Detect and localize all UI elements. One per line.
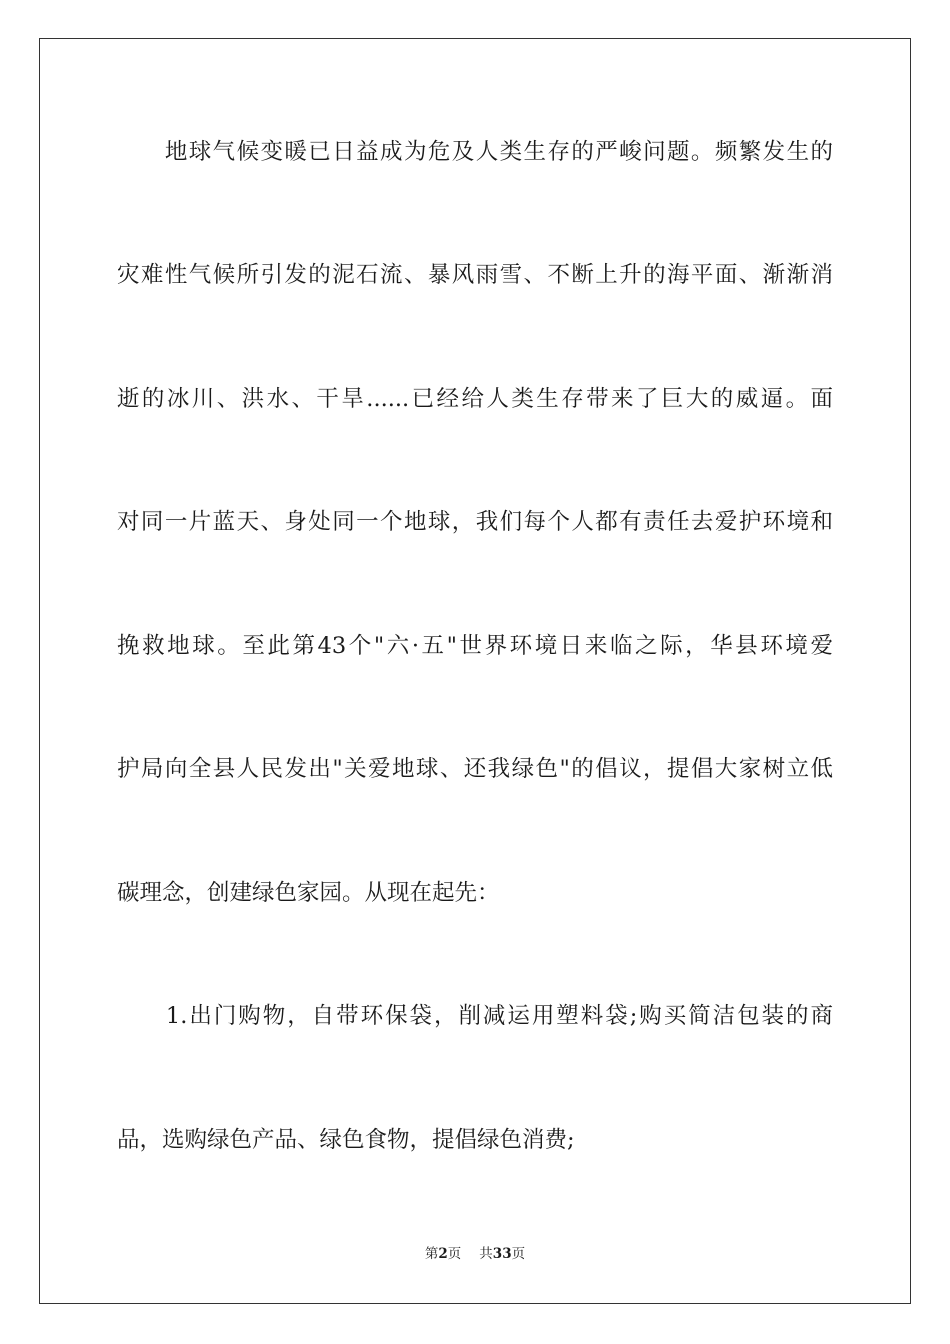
paragraph-line: 地球气候变暖已日益成为危及人类生存的严峻问题。频繁发生的: [117, 139, 833, 165]
paragraph-line: 1.出门购物，自带环保袋，削减运用塑料袋;购买简洁包装的商: [117, 1003, 833, 1029]
page-unit: 页: [447, 1246, 462, 1262]
total-prefix: 共: [479, 1246, 493, 1262]
page-footer: [0, 1245, 950, 1263]
paragraph-line: 碳理念，创建绿色家园。从现在起先：: [117, 880, 500, 906]
paragraph-line: 灾难性气候所引发的泥石流、暴风雨雪、不断上升的海平面、渐渐消: [117, 262, 833, 288]
total-page-number: 33: [492, 1246, 512, 1262]
page-border: [39, 38, 911, 1304]
total-unit: 页: [511, 1246, 526, 1262]
paragraph-line: 护局向全县人民发出"关爱地球、还我绿色"的倡议，提倡大家树立低: [117, 756, 833, 782]
current-page-number: 2: [438, 1246, 448, 1262]
paragraph-line: 逝的冰川、洪水、干旱......已经给人类生存带来了巨大的威逼。面: [117, 386, 833, 412]
paragraph-line: 品，选购绿色产品、绿色食物，提倡绿色消费;: [117, 1127, 575, 1153]
page-prefix: 第: [424, 1246, 439, 1262]
paragraph-line: 挽救地球。至此第43个"六·五"世界环境日来临之际，华县环境爱: [117, 633, 833, 659]
paragraph-line: 对同一片蓝天、身处同一个地球，我们每个人都有责任去爱护环境和: [117, 509, 833, 535]
